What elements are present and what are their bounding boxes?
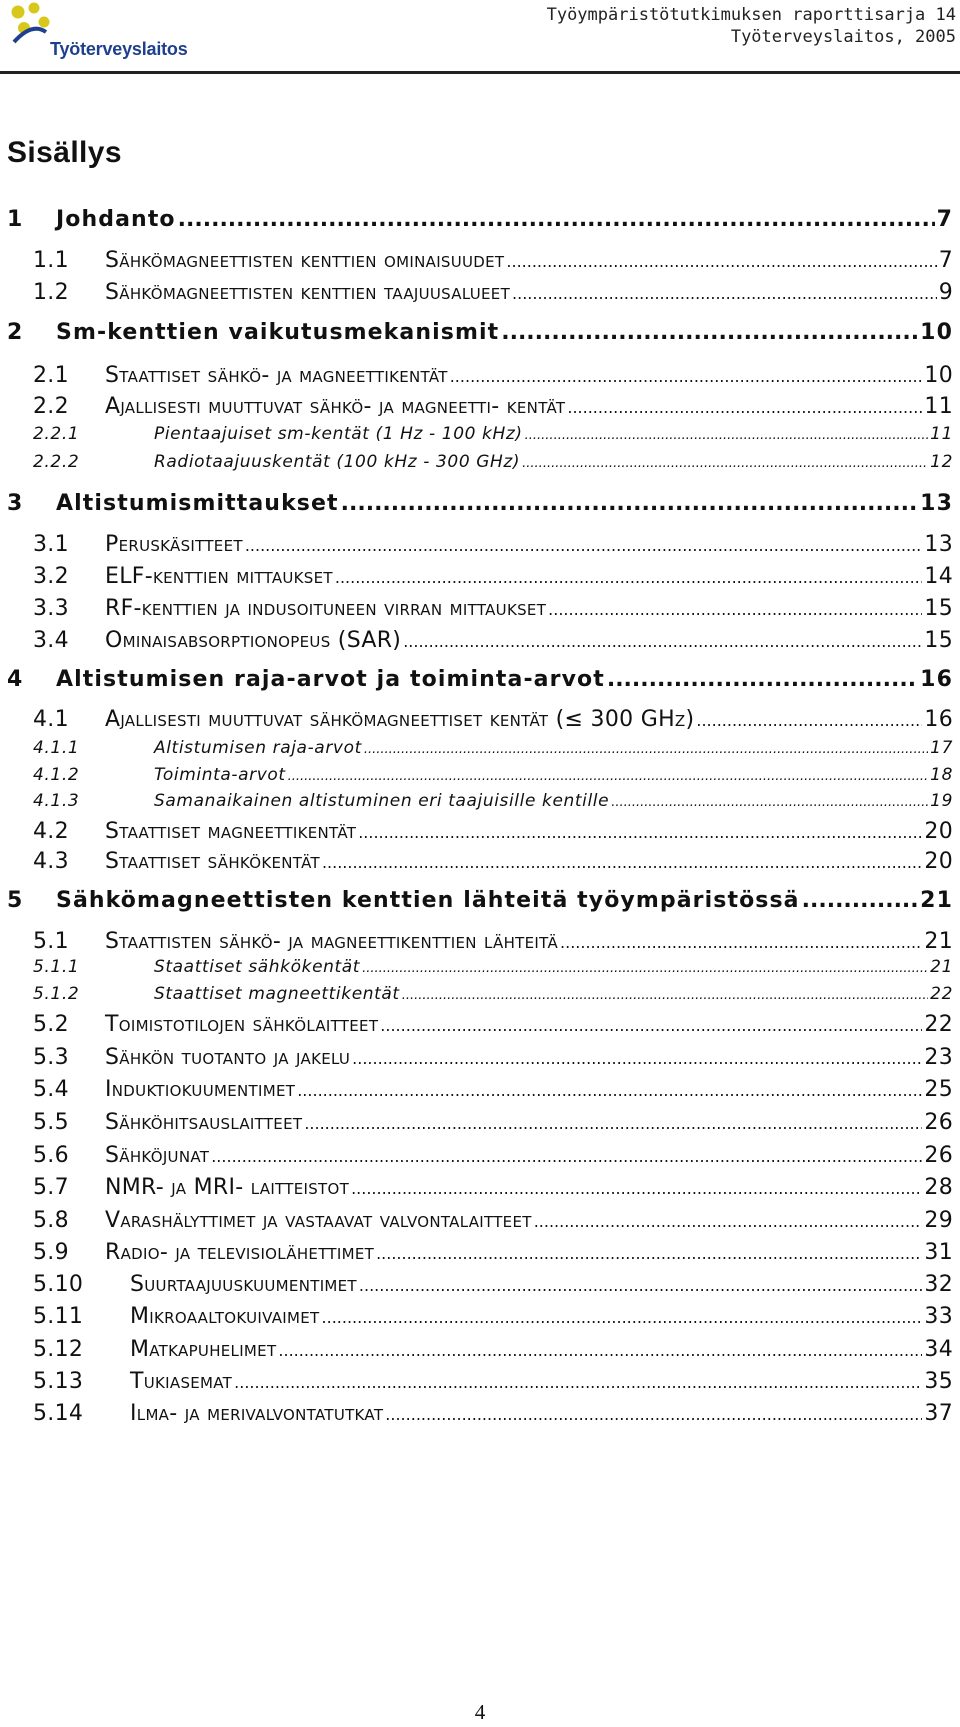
toc-entry-title: ELF-kenttien mittaukset <box>105 564 333 589</box>
toc-dot-leader <box>341 491 919 516</box>
toc-entry[interactable] <box>33 1175 953 1200</box>
toc-entry[interactable] <box>33 628 953 653</box>
toc-entry-page: 35 <box>924 1369 953 1394</box>
toc-entry[interactable] <box>33 1272 953 1297</box>
toc-entry[interactable] <box>7 207 953 232</box>
toc-entry-number: 3.4 <box>33 628 69 653</box>
toc-dot-leader <box>525 428 929 443</box>
toc-dot-leader <box>506 252 936 271</box>
toc-entry-title: Sähkömagneettisten kenttien lähteitä työympäristössä <box>56 888 800 913</box>
toc-dot-leader <box>178 207 935 232</box>
toc-entry-number: 5.9 <box>33 1240 69 1265</box>
toc-dot-leader <box>567 398 922 417</box>
toc-entry-page: 7 <box>936 207 953 232</box>
toc-entry-title: Staattiset sähkökentät <box>154 957 361 977</box>
toc-dot-leader <box>611 795 928 810</box>
toc-dot-leader <box>335 568 923 587</box>
toc-entry-number: 2.1 <box>33 363 69 388</box>
toc-entry[interactable] <box>7 888 953 913</box>
toc-entry-number: 4.2 <box>33 819 69 844</box>
toc-entry[interactable] <box>33 765 953 785</box>
toc-entry-page: 13 <box>924 532 953 557</box>
toc-entry-title: Sähkömagneettisten kenttien taajuusalueet <box>105 280 511 305</box>
toc-entry-title: Staattiset magneettikentät <box>105 819 357 844</box>
toc-entry-number: 3.1 <box>33 532 69 557</box>
toc-entry-number: 5.10 <box>33 1272 84 1297</box>
toc-entry-page: 18 <box>930 765 953 785</box>
toc-entry-page: 17 <box>930 738 953 758</box>
toc-entry-number: 5.6 <box>33 1143 69 1168</box>
toc-entry-title: Staattiset magneettikentät <box>154 984 400 1004</box>
toc-entry[interactable] <box>33 1012 953 1037</box>
toc-entry-number: 4.1.2 <box>33 765 80 785</box>
toc-entry-title: Ajallisesti muuttuvat sähkömagneettiset kentät (≤ 300 GHz) <box>105 707 695 732</box>
toc-dot-leader <box>364 742 928 757</box>
logo-emblem-icon <box>10 2 54 46</box>
toc-entry-title: Altistumisen raja-arvot <box>154 738 362 758</box>
toc-dot-leader <box>380 1016 922 1035</box>
toc-entry-number: 2 <box>7 320 24 345</box>
toc-dot-leader <box>304 1114 922 1133</box>
toc-entry-title: Sähkön tuotanto ja jakelu <box>105 1045 351 1070</box>
toc-entry-page: 21 <box>920 888 953 913</box>
toc-entry[interactable] <box>33 1240 953 1265</box>
toc-entry-number: 5.2 <box>33 1012 69 1037</box>
toc-entry-number: 1.2 <box>33 280 69 305</box>
toc-dot-leader <box>245 536 923 555</box>
toc-entry-title: Varashälyttimet ja vastaavat valvontalaitteet <box>105 1208 532 1233</box>
toc-dot-leader <box>322 853 922 872</box>
toc-entry-page: 20 <box>924 819 953 844</box>
toc-dot-leader <box>385 1405 922 1424</box>
toc-entry-number: 5 <box>7 888 24 913</box>
toc-entry-number: 3.3 <box>33 596 69 621</box>
toc-entry-number: 4.3 <box>33 849 69 874</box>
toc-dot-leader <box>352 1049 922 1068</box>
toc-entry-title: Sm-kenttien vaikutusmekanismit <box>56 320 500 345</box>
toc-entry[interactable] <box>33 1208 953 1233</box>
toc-entry-title: Ominaisabsorptionopeus (SAR) <box>105 628 402 653</box>
toc-entry-number: 1.1 <box>33 248 69 273</box>
toc-dot-leader <box>501 320 918 345</box>
toc-entry-title: Mikroaaltokuivaimet <box>130 1304 320 1329</box>
toc-dot-leader <box>358 823 922 842</box>
toc-entry-page: 21 <box>924 929 953 954</box>
toc-entry-number: 5.11 <box>33 1304 84 1329</box>
toc-entry-page: 15 <box>924 596 953 621</box>
toc-entry[interactable] <box>33 394 953 419</box>
toc-entry-number: 5.12 <box>33 1337 84 1362</box>
toc-entry[interactable] <box>33 1045 953 1070</box>
toc-entry-number: 5.7 <box>33 1175 69 1200</box>
toc-entry[interactable] <box>7 320 953 345</box>
toc-entry-title: Altistumisen raja-arvot ja toiminta-arvot <box>56 667 605 692</box>
toc-entry-number: 5.1.2 <box>33 984 80 1004</box>
toc-entry[interactable] <box>33 564 953 589</box>
toc-entry-number: 5.1.1 <box>33 957 80 977</box>
toc-entry-number: 2.2.1 <box>33 424 80 444</box>
toc-dot-leader <box>402 988 928 1003</box>
toc-entry-title: Ajallisesti muuttuvat sähkö- ja magneetti- kentät <box>105 394 566 419</box>
toc-entry-title: Toiminta-arvot <box>154 765 286 785</box>
toc-entry-page: 23 <box>924 1045 953 1070</box>
toc-entry[interactable] <box>33 363 953 388</box>
toc-entry-title: Johdanto <box>56 207 176 232</box>
toc-entry-page: 26 <box>924 1143 953 1168</box>
toc-entry[interactable] <box>33 248 953 273</box>
toc-dot-leader <box>512 284 937 303</box>
toc-entry-number: 5.13 <box>33 1369 84 1394</box>
toc-entry-title: Staattiset sähkö- ja magneettikentät <box>105 363 448 388</box>
toc-entry-number: 5.5 <box>33 1110 69 1135</box>
toc-entry-number: 3 <box>7 491 24 516</box>
toc-entry-number: 4.1.3 <box>33 791 80 811</box>
page-number: 4 <box>474 1700 486 1724</box>
toc-entry-page: 19 <box>930 791 953 811</box>
toc-entry-page: 20 <box>924 849 953 874</box>
toc-entry-title: Matkapuhelimet <box>130 1337 277 1362</box>
toc-entry-page: 28 <box>924 1175 953 1200</box>
toc-entry[interactable] <box>33 452 953 472</box>
toc-entry-page: 7 <box>938 248 953 273</box>
toc-entry-number: 5.1 <box>33 929 69 954</box>
toc-entry-page: 22 <box>930 984 953 1004</box>
toc-entry[interactable] <box>33 957 953 977</box>
toc-entry-title: Sähkömagneettisten kenttien ominaisuudet <box>105 248 505 273</box>
toc-entry-page: 13 <box>920 491 953 516</box>
toc-entry-title: Suurtaajuuskuumentimet <box>130 1272 357 1297</box>
toc-entry-page: 10 <box>924 363 953 388</box>
toc-dot-leader <box>359 1276 922 1295</box>
toc-entry[interactable] <box>33 1337 953 1362</box>
toc-entry[interactable] <box>33 984 953 1004</box>
toc-entry-number: 5.4 <box>33 1077 69 1102</box>
toc-entry-title: Sähköjunat <box>105 1143 210 1168</box>
report-header <box>547 4 956 48</box>
toc-entry[interactable] <box>33 1304 953 1329</box>
toc-entry[interactable] <box>33 1369 953 1394</box>
toc-entry-page: 34 <box>924 1337 953 1362</box>
toc-entry[interactable] <box>33 707 953 732</box>
toc-entry-title: Pientaajuiset sm-kentät (1 Hz - 100 kHz) <box>154 424 523 444</box>
toc-entry-number: 5.14 <box>33 1401 84 1426</box>
report-series: Työympäristötutkimuksen raporttisarja 14 <box>546 5 956 25</box>
toc-entry-page: 11 <box>924 394 953 419</box>
toc-entry-page: 14 <box>924 564 953 589</box>
toc-entry-page: 10 <box>920 320 953 345</box>
toc-entry-page: 21 <box>930 957 953 977</box>
toc-dot-leader <box>211 1147 922 1166</box>
toc-entry-page: 15 <box>924 628 953 653</box>
toc-entry[interactable] <box>33 1110 953 1135</box>
toc-entry-number: 4.1.1 <box>33 738 80 758</box>
toc-entry-title: Tukiasemat <box>130 1369 233 1394</box>
toc-entry-number: 4.1 <box>33 707 69 732</box>
toc-dot-leader <box>403 632 922 651</box>
toc-entry-number: 5.8 <box>33 1208 69 1233</box>
toc-dot-leader <box>288 769 929 784</box>
toc-entry[interactable] <box>33 424 953 444</box>
toc-dot-leader <box>548 600 922 619</box>
toc-dot-leader <box>234 1373 922 1392</box>
toc-entry-page: 31 <box>924 1240 953 1265</box>
toc-dot-leader <box>607 667 918 692</box>
toc-entry-title: Sähköhitsauslaitteet <box>105 1110 303 1135</box>
toc-entry-number: 5.3 <box>33 1045 69 1070</box>
toc-dot-leader <box>278 1341 922 1360</box>
toc-entry-page: 12 <box>930 452 953 472</box>
toc-entry[interactable] <box>33 819 953 844</box>
toc-entry-page: 11 <box>930 424 953 444</box>
toc-entry-page: 26 <box>924 1110 953 1135</box>
toc-dot-leader <box>696 711 922 730</box>
toc-entry-title: Radio- ja televisiolähettimet <box>105 1240 375 1265</box>
toc-entry-number: 1 <box>7 207 24 232</box>
toc-entry[interactable] <box>33 738 953 758</box>
toc-entry-title: Staattisten sähkö- ja magneettikenttien lähteitä <box>105 929 559 954</box>
organization-logo <box>10 2 200 66</box>
toc-entry-title: Ilma- ja merivalvontatutkat <box>130 1401 384 1426</box>
toc-dot-leader <box>376 1244 922 1263</box>
toc-dot-leader <box>560 933 922 952</box>
toc-dot-leader <box>534 1212 923 1231</box>
toc-dot-leader <box>322 1308 923 1327</box>
toc-entry[interactable] <box>33 532 953 557</box>
toc-dot-leader <box>351 1179 922 1198</box>
toc-entry-title: Radiotaajuuskentät (100 kHz - 300 GHz) <box>154 452 521 472</box>
toc-entry-number: 4 <box>7 667 24 692</box>
toc-entry-page: 16 <box>924 707 953 732</box>
header-divider <box>0 71 960 74</box>
toc-entry-page: 9 <box>938 280 953 305</box>
toc-entry[interactable] <box>7 491 953 516</box>
toc-entry-title: Staattiset sähkökentät <box>105 849 320 874</box>
toc-entry-title: Samanaikainen altistuminen eri taajuisille kentille <box>154 791 610 811</box>
toc-entry-number: 2.2.2 <box>33 452 80 472</box>
toc-dot-leader <box>802 888 919 913</box>
toc-entry-page: 37 <box>924 1401 953 1426</box>
toc-entry-page: 29 <box>924 1208 953 1233</box>
toc-entry[interactable] <box>33 596 953 621</box>
toc-entry-page: 32 <box>924 1272 953 1297</box>
toc-entry-title: Induktiokuumentimet <box>105 1077 296 1102</box>
toc-dot-leader <box>522 456 928 471</box>
toc-entry-title: RF-kenttien ja indusoituneen virran mittaukset <box>105 596 547 621</box>
toc-entry-page: 33 <box>924 1304 953 1329</box>
toc-entry[interactable] <box>33 280 953 305</box>
toc-entry-page: 25 <box>924 1077 953 1102</box>
toc-dot-leader <box>362 961 928 976</box>
toc-entry-page: 22 <box>924 1012 953 1037</box>
toc-entry-title: NMR- ja MRI- laitteistot <box>105 1175 350 1200</box>
toc-entry[interactable] <box>33 1401 953 1426</box>
toc-dot-leader <box>450 367 923 386</box>
toc-entry[interactable] <box>33 791 953 811</box>
toc-entry[interactable] <box>33 1077 953 1102</box>
logo-text: Työterveyslaitos <box>50 39 188 59</box>
toc-entry-number: 2.2 <box>33 394 69 419</box>
toc-entry-title: Altistumismittaukset <box>56 491 339 516</box>
toc-entry[interactable] <box>33 929 953 954</box>
toc-entry[interactable] <box>33 1143 953 1168</box>
report-publisher: Työterveyslaitos, 2005 <box>730 27 956 47</box>
toc-entry-title: Toimistotilojen sähkölaitteet <box>105 1012 379 1037</box>
toc-entry[interactable] <box>33 849 953 874</box>
page-title: Sisällys <box>7 136 122 169</box>
toc-dot-leader <box>297 1081 922 1100</box>
toc-entry-number: 3.2 <box>33 564 69 589</box>
toc-entry[interactable] <box>7 667 953 692</box>
toc-entry-page: 16 <box>920 667 953 692</box>
toc-entry-title: Peruskäsitteet <box>105 532 243 557</box>
